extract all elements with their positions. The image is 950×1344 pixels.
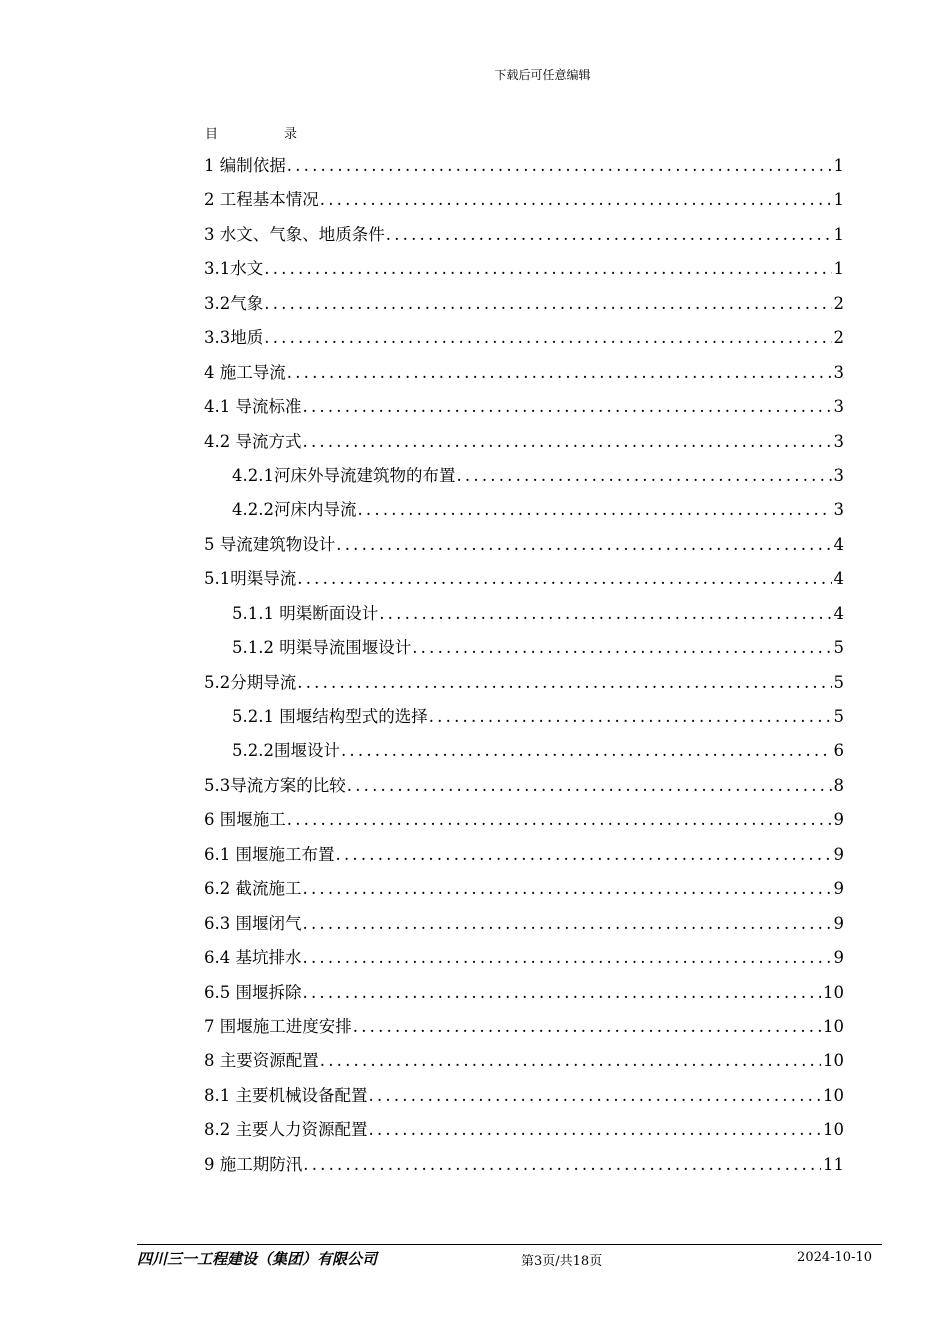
footer-date: 2024-10-10 bbox=[797, 1250, 872, 1265]
toc-entry[interactable] bbox=[204, 528, 844, 562]
toc-entry[interactable] bbox=[204, 803, 844, 837]
toc-leader-dots bbox=[303, 976, 822, 1010]
toc-entry[interactable] bbox=[204, 321, 844, 355]
toc-entry[interactable] bbox=[204, 769, 844, 803]
toc-entry[interactable] bbox=[204, 941, 844, 975]
toc-entry[interactable] bbox=[204, 356, 844, 390]
toc-entry-page: 3 bbox=[833, 362, 844, 382]
toc-leader-dots bbox=[303, 872, 832, 906]
toc-entry-page: 6 bbox=[833, 741, 844, 761]
toc-entry-label: 4.2.2河床内导流 bbox=[232, 500, 357, 520]
toc-entry[interactable] bbox=[204, 183, 844, 217]
toc-entry[interactable] bbox=[204, 218, 844, 252]
toc-entry-label: 8.2 主要人力资源配置 bbox=[204, 1120, 368, 1140]
toc-entry-label: 4.2.1河床外导流建筑物的布置 bbox=[232, 465, 456, 485]
toc-entry-page: 3 bbox=[833, 397, 844, 417]
toc-entry[interactable] bbox=[204, 149, 844, 183]
toc-entry-label: 6.5 围堰拆除 bbox=[204, 982, 302, 1002]
toc-leader-dots bbox=[429, 700, 832, 734]
toc-entry[interactable] bbox=[204, 1113, 844, 1147]
toc-entry-label: 3.1水文 bbox=[204, 259, 264, 279]
toc-entry-page: 2 bbox=[833, 328, 844, 348]
toc-entry[interactable] bbox=[204, 493, 844, 527]
toc-entry-label: 8.1 主要机械设备配置 bbox=[204, 1085, 368, 1105]
toc-entry-label: 3 水文、气象、地质条件 bbox=[204, 224, 385, 244]
toc-entry-page: 5 bbox=[833, 672, 844, 692]
toc-entry-page: 9 bbox=[833, 913, 844, 933]
table-of-contents bbox=[204, 149, 844, 1182]
toc-entry[interactable] bbox=[204, 597, 844, 631]
toc-entry[interactable] bbox=[204, 631, 844, 665]
toc-entry[interactable] bbox=[204, 1044, 844, 1078]
toc-entry-label: 4.2 导流方式 bbox=[204, 431, 302, 451]
header-note: 下载后可任意编辑 bbox=[494, 68, 591, 82]
toc-leader-dots bbox=[303, 390, 832, 424]
toc-leader-dots bbox=[379, 597, 831, 631]
toc-entry[interactable] bbox=[204, 425, 844, 459]
toc-entry[interactable] bbox=[204, 838, 844, 872]
toc-entry-label: 5.1.1 明渠断面设计 bbox=[232, 603, 379, 623]
toc-entry-page: 9 bbox=[833, 948, 844, 968]
toc-title-left: 目 bbox=[205, 127, 219, 142]
toc-leader-dots bbox=[369, 1113, 822, 1147]
toc-leader-dots bbox=[264, 321, 831, 355]
toc-leader-dots bbox=[369, 1079, 822, 1113]
toc-entry-label: 1 编制依据 bbox=[204, 156, 286, 175]
toc-entry[interactable] bbox=[204, 872, 844, 906]
toc-entry-label: 6.1 围堰施工布置 bbox=[204, 844, 335, 864]
toc-entry-page: 4 bbox=[833, 603, 844, 623]
toc-leader-dots bbox=[357, 493, 831, 527]
toc-leader-dots bbox=[303, 907, 832, 941]
page-footer bbox=[137, 1248, 872, 1269]
toc-entry-page: 9 bbox=[833, 810, 844, 830]
toc-entry[interactable] bbox=[204, 287, 844, 321]
toc-entry[interactable] bbox=[204, 976, 844, 1010]
toc-leader-dots bbox=[297, 562, 831, 596]
toc-entry-label: 3.2气象 bbox=[204, 293, 264, 313]
toc-entry-page: 4 bbox=[833, 569, 844, 589]
toc-leader-dots bbox=[347, 769, 832, 803]
toc-leader-dots bbox=[412, 631, 831, 665]
toc-entry[interactable] bbox=[204, 734, 844, 768]
toc-leader-dots bbox=[287, 803, 832, 837]
toc-entry-label: 5.2.1 围堰结构型式的选择 bbox=[232, 707, 428, 726]
toc-entry[interactable] bbox=[204, 700, 844, 734]
footer-company: 四川三一工程建设（集团）有限公司 bbox=[137, 1250, 378, 1268]
toc-entry-label: 9 施工期防汛 bbox=[204, 1154, 303, 1174]
toc-entry[interactable] bbox=[204, 1079, 844, 1113]
toc-entry-page: 10 bbox=[823, 982, 844, 1002]
toc-entry-page: 9 bbox=[833, 879, 844, 899]
toc-entry-page: 2 bbox=[833, 293, 844, 313]
toc-leader-dots bbox=[303, 1148, 821, 1182]
footer-page-info: 第3页/共18页 bbox=[521, 1254, 603, 1269]
toc-leader-dots bbox=[336, 838, 832, 872]
toc-entry-page: 4 bbox=[833, 534, 844, 554]
toc-leader-dots bbox=[353, 1010, 821, 1044]
toc-entry-label: 5.1.2 明渠导流围堰设计 bbox=[232, 638, 412, 658]
toc-leader-dots bbox=[264, 252, 831, 286]
toc-entry[interactable] bbox=[204, 390, 844, 424]
toc-entry[interactable] bbox=[204, 562, 844, 596]
toc-entry-page: 10 bbox=[823, 1085, 844, 1105]
toc-leader-dots bbox=[386, 218, 832, 252]
toc-entry[interactable] bbox=[204, 1010, 844, 1044]
toc-entry-page: 10 bbox=[823, 1016, 844, 1036]
toc-leader-dots bbox=[456, 459, 831, 493]
toc-leader-dots bbox=[287, 356, 832, 390]
toc-entry[interactable] bbox=[204, 252, 844, 286]
toc-entry-label: 6.4 基坑排水 bbox=[204, 948, 302, 968]
toc-entry-label: 4 施工导流 bbox=[204, 362, 286, 382]
toc-entry-page: 1 bbox=[833, 156, 844, 175]
toc-leader-dots bbox=[264, 287, 831, 321]
toc-entry-label: 5 导流建筑物设计 bbox=[204, 534, 336, 554]
toc-leader-dots bbox=[336, 528, 831, 562]
toc-entry-label: 5.1明渠导流 bbox=[204, 569, 297, 589]
toc-entry-page: 11 bbox=[823, 1154, 844, 1174]
toc-entry-page: 1 bbox=[833, 190, 844, 210]
toc-entry-page: 1 bbox=[833, 259, 844, 279]
toc-entry-label: 5.2.2围堰设计 bbox=[232, 741, 340, 761]
toc-leader-dots bbox=[297, 666, 831, 700]
toc-entry-label: 8 主要资源配置 bbox=[204, 1051, 319, 1071]
toc-entry-label: 3.3地质 bbox=[204, 328, 264, 348]
toc-leader-dots bbox=[341, 734, 832, 768]
toc-entry-label: 6 围堰施工 bbox=[204, 810, 286, 830]
toc-entry-label: 5.2分期导流 bbox=[204, 672, 297, 692]
toc-entry-label: 7 围堰施工进度安排 bbox=[204, 1016, 352, 1036]
toc-entry-page: 10 bbox=[823, 1051, 844, 1071]
toc-entry-page: 1 bbox=[833, 224, 844, 244]
footer-divider bbox=[137, 1244, 882, 1245]
toc-entry[interactable] bbox=[204, 666, 844, 700]
toc-entry-label: 5.3导流方案的比较 bbox=[204, 775, 346, 795]
toc-entry-page: 9 bbox=[833, 844, 844, 864]
toc-leader-dots bbox=[320, 1044, 821, 1078]
toc-entry-page: 3 bbox=[833, 431, 844, 451]
toc-leader-dots bbox=[287, 149, 832, 183]
toc-leader-dots bbox=[303, 425, 832, 459]
toc-entry-label: 2 工程基本情况 bbox=[204, 190, 319, 210]
toc-entry-page: 5 bbox=[833, 707, 844, 726]
toc-entry-label: 6.2 截流施工 bbox=[204, 879, 302, 899]
toc-leader-dots bbox=[303, 941, 832, 975]
toc-entry-page: 10 bbox=[823, 1120, 844, 1140]
toc-entry-page: 3 bbox=[833, 465, 844, 485]
toc-entry-page: 5 bbox=[833, 638, 844, 658]
toc-entry-page: 8 bbox=[833, 775, 844, 795]
toc-entry[interactable] bbox=[204, 459, 844, 493]
toc-leader-dots bbox=[320, 183, 832, 217]
toc-entry[interactable] bbox=[204, 907, 844, 941]
toc-entry-label: 6.3 围堰闭气 bbox=[204, 913, 302, 933]
toc-title bbox=[205, 123, 297, 142]
toc-entry-label: 4.1 导流标准 bbox=[204, 397, 302, 417]
toc-title-right: 录 bbox=[284, 127, 298, 142]
toc-entry[interactable] bbox=[204, 1148, 844, 1182]
toc-entry-page: 3 bbox=[833, 500, 844, 520]
